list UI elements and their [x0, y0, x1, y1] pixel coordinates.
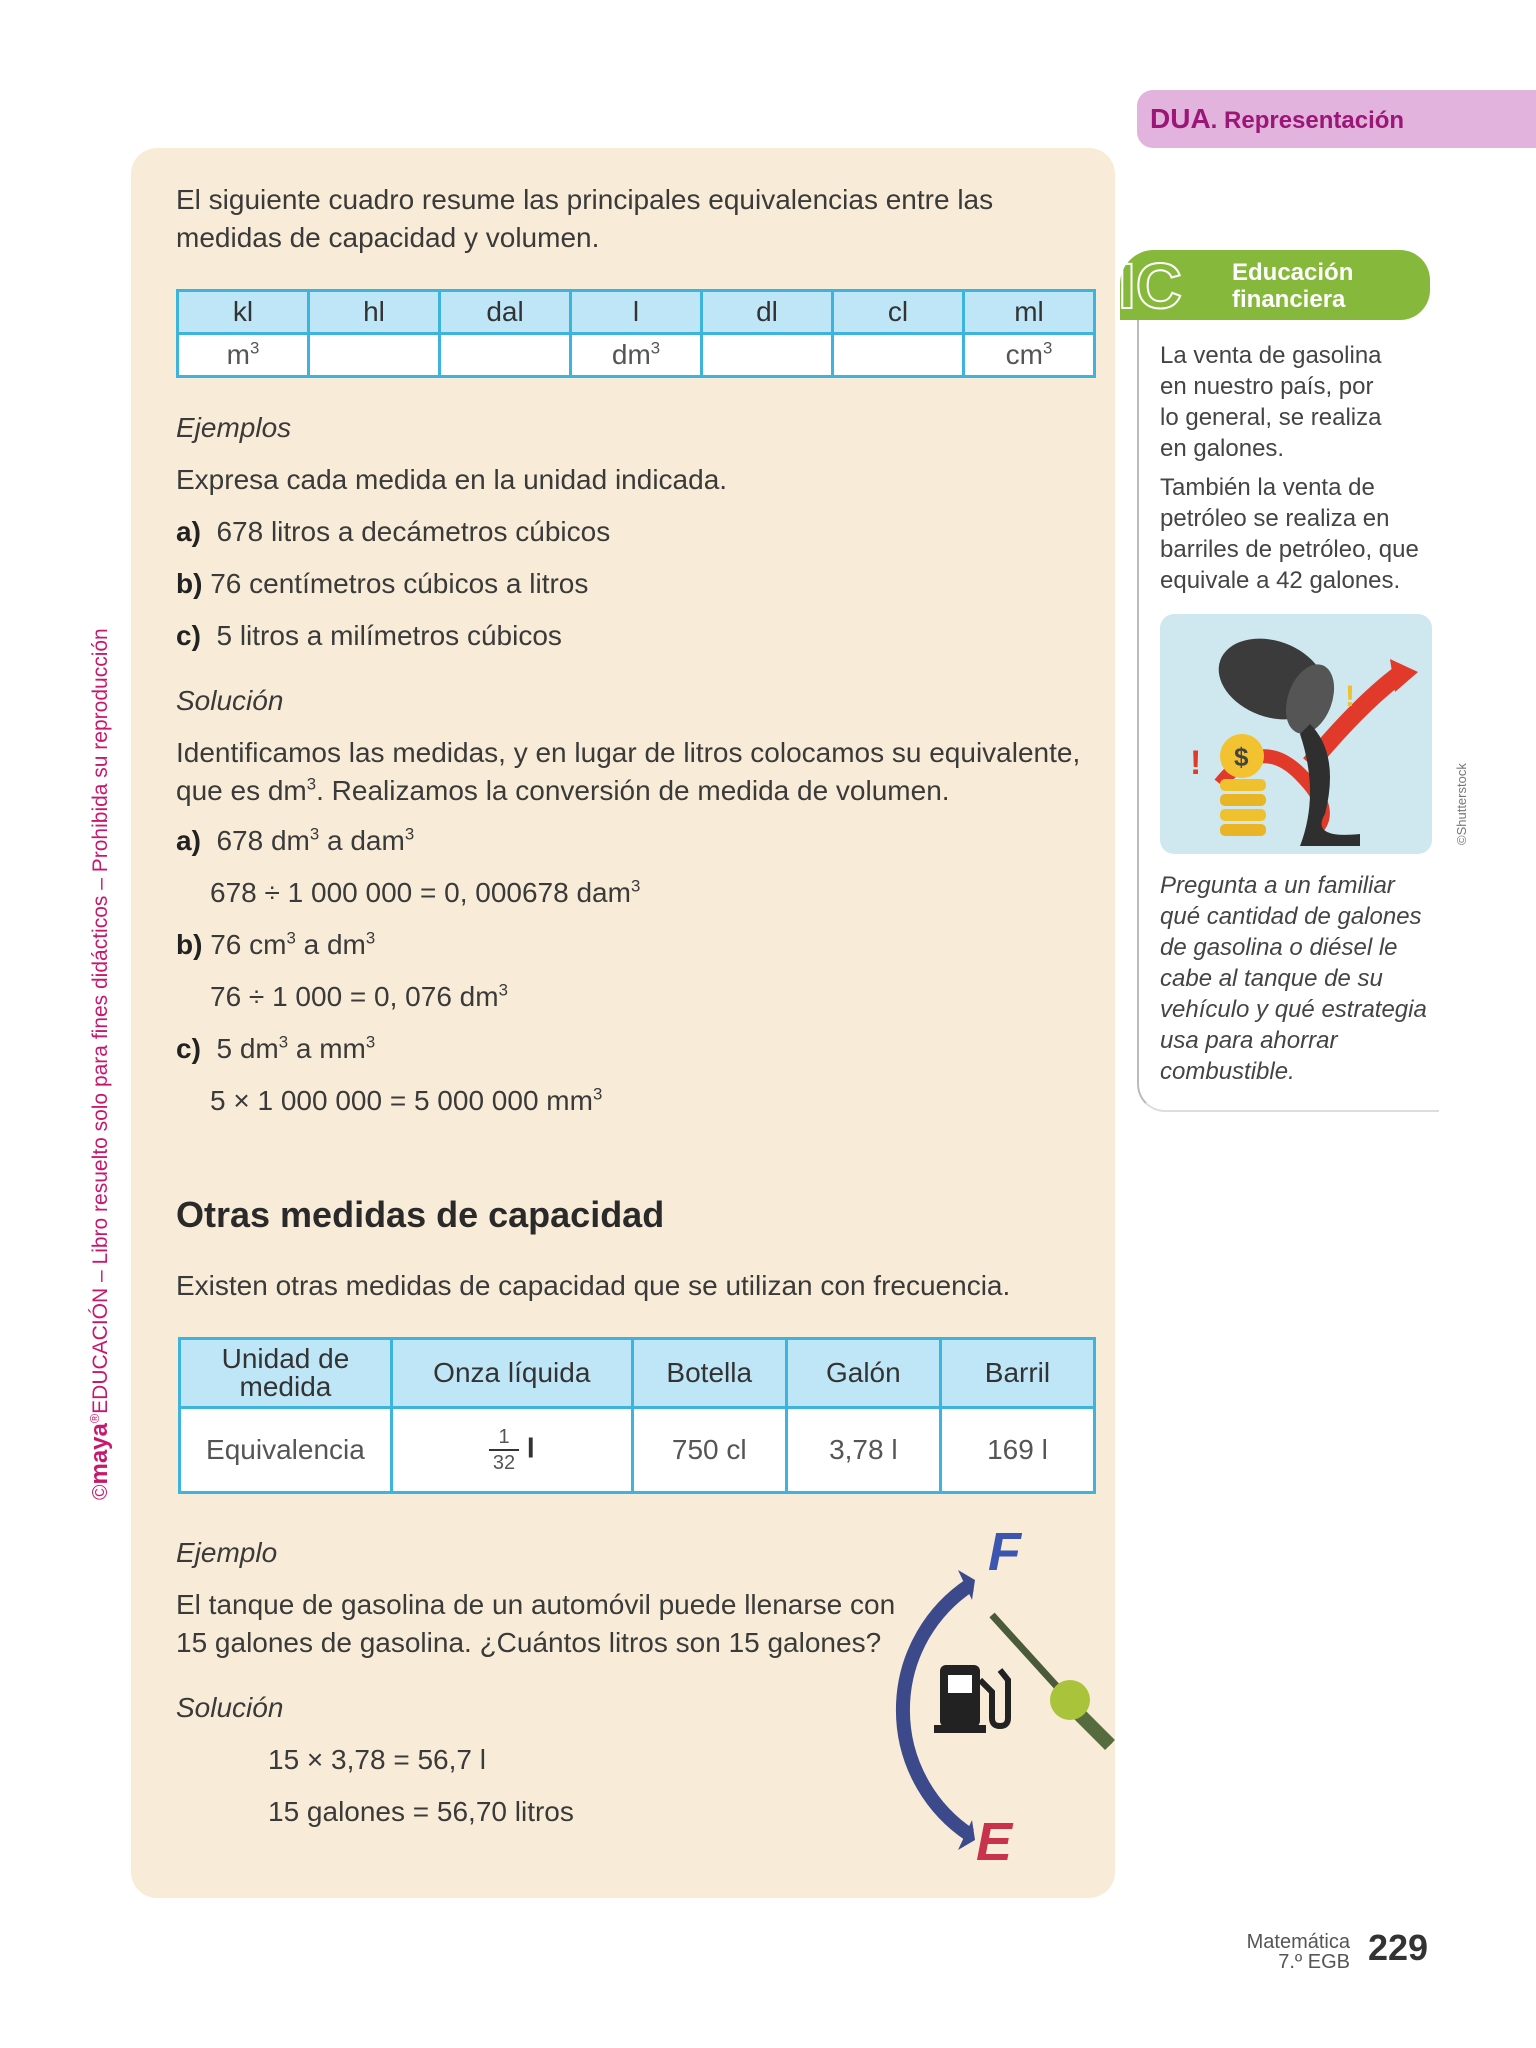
- svg-text:!: !: [1190, 744, 1202, 782]
- unit-header-0: kl: [178, 291, 309, 334]
- solution-a-calc: 678 ÷ 1 000 000 = 0, 000678 dam$^3$: [210, 876, 641, 908]
- header-botella: Botella: [632, 1339, 786, 1408]
- sq-line: usa para ahorrar: [1160, 1027, 1338, 1054]
- solution-heading: Solución: [176, 685, 284, 716]
- header-barril: Barril: [940, 1339, 1094, 1408]
- solution-b: b) 76 $cm^3$ a $dm^3$: [176, 928, 376, 960]
- sp2-line: petróleo se realiza en: [1160, 505, 1390, 532]
- education-title: Educación financiera: [1232, 259, 1354, 313]
- example-item-b: b) 76 centímetros cúbicos a litros: [176, 568, 589, 599]
- side-copyright-text: ©maya®EDUCACIÓN – Libro resuelto solo para fines didácticos – Prohibida su reproducción: [86, 628, 113, 1500]
- dua-title: DUA. Representación: [1150, 103, 1405, 134]
- header-unit: Unidad de medida: [180, 1339, 392, 1408]
- solution-c-calc: 5 × 1 000 000 = 5 000 000 $mm^3$: [210, 1084, 603, 1116]
- examples-instruction: Expresa cada medida en la unidad indicada.: [176, 464, 728, 495]
- sq-line: qué cantidad de galones: [1160, 903, 1422, 930]
- section-intro: Existen otras medidas de capacidad que se utilizan con frecuencia.: [176, 1270, 1011, 1301]
- section-title: Otras medidas de capacidad: [176, 1194, 665, 1235]
- unit-header-4: dl: [702, 291, 833, 334]
- barril-value: 169 l: [940, 1408, 1094, 1493]
- unit-header-6: ml: [964, 291, 1095, 334]
- example-calc-1: 15 × 3,78 = 56,7 l: [268, 1744, 486, 1775]
- example-calc-2: 15 galones = 56,70 litros: [268, 1796, 574, 1827]
- unit-equivalent-0: $m^3$: [178, 334, 309, 377]
- example-heading: Ejemplo: [176, 1537, 278, 1568]
- solution-paragraph-1: Identificamos las medidas, y en lugar de litros colocamos su equivalente,: [176, 737, 1081, 768]
- fuel-gauge-icon: [880, 1530, 1120, 1870]
- gauge-empty-label: E: [976, 1812, 1013, 1870]
- solution-paragraph-2: que es $dm^3$. Realizamos la conversión de medida de volumen.: [176, 774, 950, 806]
- example-solution-heading: Solución: [176, 1692, 284, 1723]
- sidebar-question: [1160, 870, 1427, 1087]
- examples-heading: Ejemplos: [176, 412, 292, 443]
- solution-c: c) 5 $dm^3$ a $mm^3$: [176, 1032, 376, 1064]
- galon-value: 3,78 l: [786, 1408, 940, 1493]
- sq-line: de gasolina o diésel le: [1160, 934, 1398, 961]
- unit-equivalent-3: $dm^3$: [571, 334, 702, 377]
- sp2-line: barriles de petróleo, que: [1160, 536, 1419, 563]
- unit-equivalent-4: [702, 334, 833, 377]
- header-onza: Onza líquida: [391, 1339, 632, 1408]
- unit-equivalent-5: [833, 334, 964, 377]
- ic-logo: IC: [1118, 250, 1182, 322]
- page-number: 229: [1368, 1927, 1429, 1968]
- unit-header-3: l: [571, 291, 702, 334]
- unit-equivalent-1: [309, 334, 440, 377]
- onza-value: $\frac{1}{32}$ l: [391, 1408, 632, 1493]
- solution-b-calc: 76 ÷ 1 000 = 0, 076 $dm^3$: [210, 980, 508, 1012]
- sp1-line: en nuestro país, por: [1160, 373, 1374, 400]
- fuel-pump-icon: [934, 1665, 1008, 1733]
- other-measures-table: [178, 1337, 1096, 1494]
- sp1-line: en galones.: [1160, 435, 1285, 462]
- unit-header-5: cl: [833, 291, 964, 334]
- gauge-full-label: F: [988, 1530, 1021, 1582]
- sidebar-paragraph-1: [1160, 340, 1382, 464]
- sq-line: cabe al tanque de su: [1160, 965, 1383, 992]
- sp1-line: lo general, se realiza: [1160, 404, 1382, 431]
- sq-line: combustible.: [1160, 1058, 1295, 1085]
- sq-line: Pregunta a un familiar: [1160, 872, 1395, 899]
- units-equivalence-table: [176, 289, 1096, 378]
- intro-text: El siguiente cuadro resume las principales equivalencias entre las medidas de capacidad y volumen.: [176, 184, 994, 253]
- footer-subject: Matemática 7.º EGB: [1246, 1931, 1350, 1973]
- unit-equivalent-6: $cm^3$: [964, 334, 1095, 377]
- unit-equivalent-2: [440, 334, 571, 377]
- unit-header-1: hl: [309, 291, 440, 334]
- botella-value: 750 cl: [632, 1408, 786, 1493]
- example-line-2: 15 galones de gasolina. ¿Cuántos litros son 15 galones?: [176, 1627, 882, 1658]
- image-credit: ©Shutterstock: [1454, 763, 1469, 845]
- header-galon: Galón: [786, 1339, 940, 1408]
- fraction: $\frac{1}{32}$: [489, 1425, 519, 1475]
- sp2-line: También la venta de: [1160, 474, 1375, 501]
- example-line-1: El tanque de gasolina de un automóvil puede llenarse con: [176, 1589, 896, 1620]
- sq-line: vehículo y qué estrategia: [1160, 996, 1427, 1023]
- row-label: Equivalencia: [180, 1408, 392, 1493]
- unit-header-2: dal: [440, 291, 571, 334]
- example-item-a: a) 678 litros a decámetros cúbicos: [176, 516, 611, 547]
- example-item-c: c) 5 litros a milímetros cúbicos: [176, 620, 562, 651]
- maya-logo: maya: [86, 1423, 113, 1485]
- svg-text:!: !: [1345, 680, 1355, 713]
- sp2-line: equivale a 42 galones.: [1160, 567, 1401, 594]
- sidebar-paragraph-2: [1160, 472, 1419, 596]
- oil-barrel-image: [1160, 614, 1432, 854]
- svg-text:$: $: [1234, 742, 1249, 772]
- sp1-line: La venta de gasolina: [1160, 342, 1382, 369]
- solution-a: a) 678 $dm^3$ a dam$^3$: [176, 824, 415, 856]
